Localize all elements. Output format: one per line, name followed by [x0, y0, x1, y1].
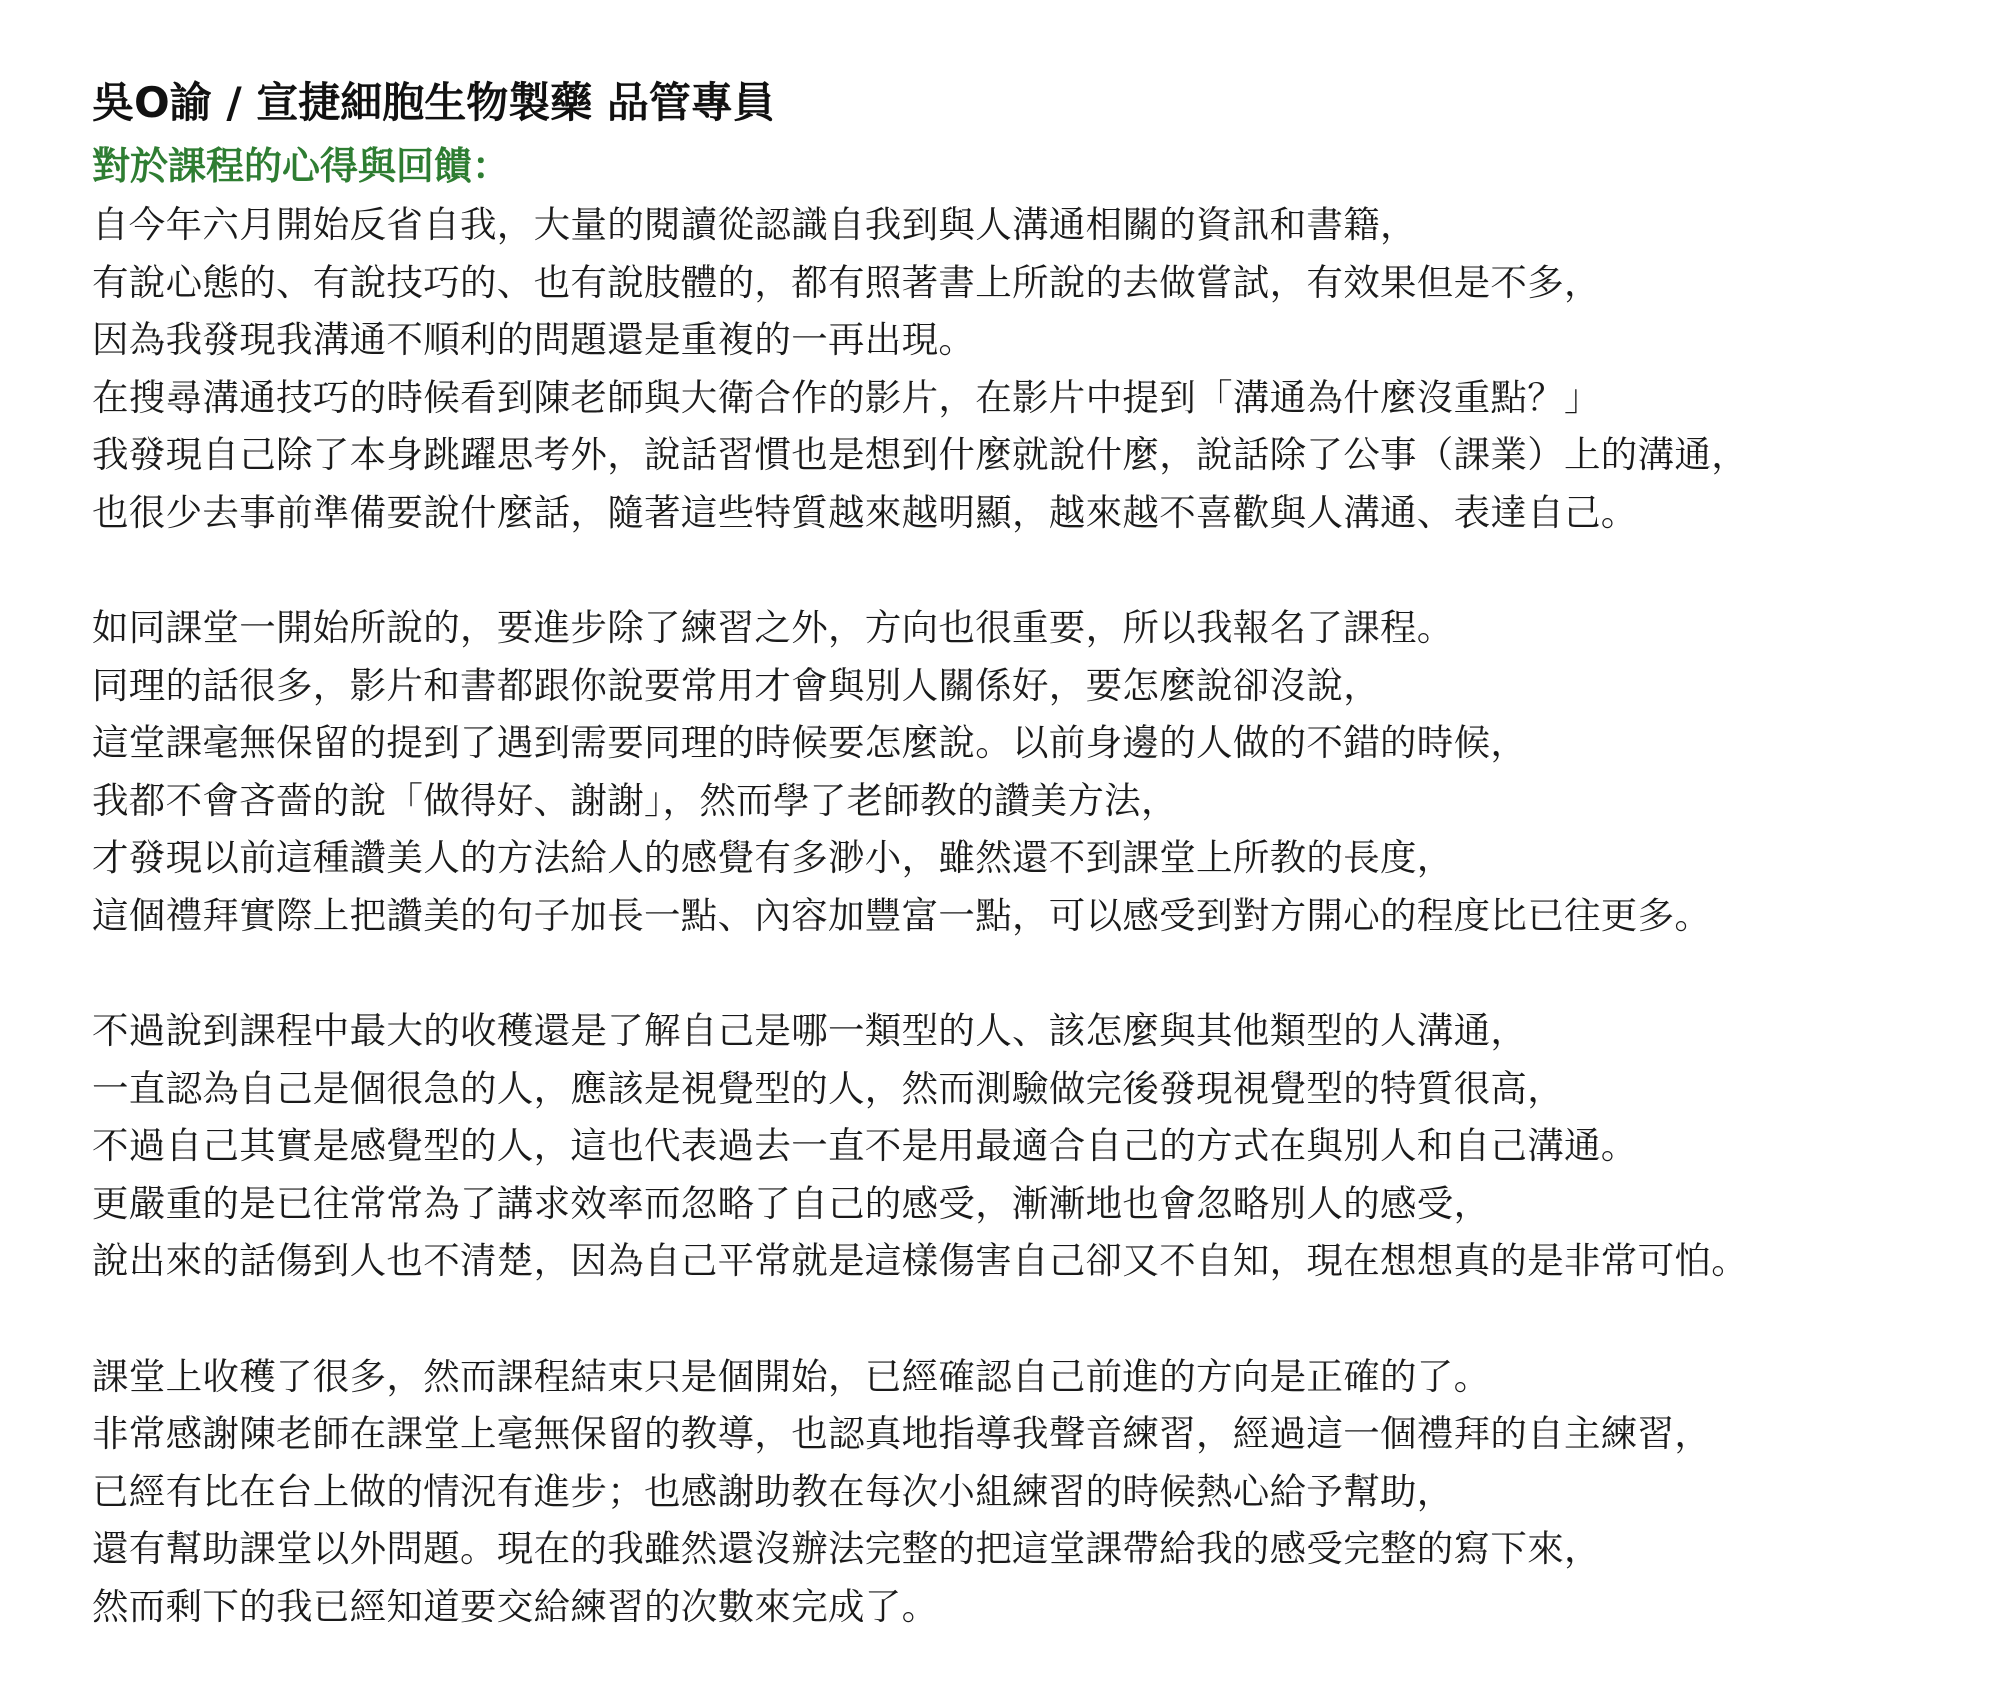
section-subtitle: 對於課程的心得與回饋：	[92, 143, 511, 188]
testimonial-document	[92, 70, 1972, 1693]
text-line: 一直認為自己是個很急的人，應該是視覺型的人，然而測驗做完後發現視覺型的特質很高，	[92, 1066, 1564, 1110]
text-line: 也很少去事前準備要說什麼話，隨著這些特質越來越明顯，越來越不喜歡與人溝通、表達自己。	[92, 490, 1638, 534]
text-line: 如同課堂一開始所說的，要進步除了練習之外，方向也很重要，所以我報名了課程。	[92, 606, 1454, 649]
text-line: 課堂上收穫了很多，然而課程結束只是個開始，已經確認自己前進的方向是正確的了。	[92, 1354, 1491, 1398]
text-line: 然而剩下的我已經知道要交給練習的次數來完成了。	[92, 1584, 939, 1628]
text-line: 不過自己其實是感覺型的人，這也代表過去一直不是用最適合自己的方式在與別人和自己溝通。	[92, 1124, 1638, 1167]
text-line: 還有幫助課堂以外問題。現在的我雖然還沒辦法完整的把這堂課帶給我的感受完整的寫下來，	[92, 1527, 1601, 1570]
paragraph-2	[92, 599, 1972, 944]
text-line: 非常感謝陳老師在課堂上毫無保留的教導，也認真地指導我聲音練習，經過這一個禮拜的自主練習，	[92, 1412, 1712, 1455]
page-title: 吳O諭 / 宣捷細胞生物製藥 品管專員	[92, 78, 775, 127]
text-line: 我都不會吝嗇的說「做得好、謝謝」，然而學了老師教的讚美方法，	[92, 778, 1178, 822]
paragraph-1	[92, 196, 1972, 541]
text-line: 同理的話很多，影片和書都跟你說要常用才會與別人關係好，要怎麼說卻沒說，	[92, 663, 1380, 707]
text-line: 自今年六月開始反省自我，大量的閱讀從認識自我到與人溝通相關的資訊和書籍，	[92, 203, 1417, 246]
text-line: 不過說到課程中最大的收穫還是了解自己是哪一類型的人、該怎麼與其他類型的人溝通，	[92, 1009, 1528, 1052]
text-line: 這堂課毫無保留的提到了遇到需要同理的時候要怎麼說。以前身邊的人做的不錯的時候，	[92, 721, 1528, 764]
text-line: 在搜尋溝通技巧的時候看到陳老師與大衛合作的影片，在影片中提到「溝通為什麼沒重點？」	[92, 375, 1601, 419]
text-line: 說出來的話傷到人也不清楚，因為自己平常就是這樣傷害自己卻又不自知，現在想想真的是非常可怕。	[92, 1239, 1748, 1282]
text-line: 更嚴重的是已往常常為了講求效率而忽略了自己的感受，漸漸地也會忽略別人的感受，	[92, 1181, 1491, 1225]
text-line: 這個禮拜實際上把讚美的句子加長一點、內容加豐富一點，可以感受到對方開心的程度比已往更多。	[92, 893, 1712, 937]
text-line: 才發現以前這種讚美人的方法給人的感覺有多渺小，雖然還不到課堂上所教的長度，	[92, 836, 1454, 879]
text-line: 已經有比在台上做的情況有進步；也感謝助教在每次小組練習的時候熱心給予幫助，	[92, 1469, 1454, 1513]
text-line: 有說心態的、有說技巧的、也有說肢體的，都有照著書上所說的去做嘗試，有效果但是不多，	[92, 260, 1601, 304]
text-line: 我發現自己除了本身跳躍思考外，說話習慣也是想到什麼就說什麼，說話除了公事（課業）上的溝通，	[92, 433, 1748, 476]
text-line: 因為我發現我溝通不順利的問題還是重複的一再出現。	[92, 318, 976, 361]
paragraph-3	[92, 1002, 1972, 1290]
paragraph-4	[92, 1348, 1972, 1636]
